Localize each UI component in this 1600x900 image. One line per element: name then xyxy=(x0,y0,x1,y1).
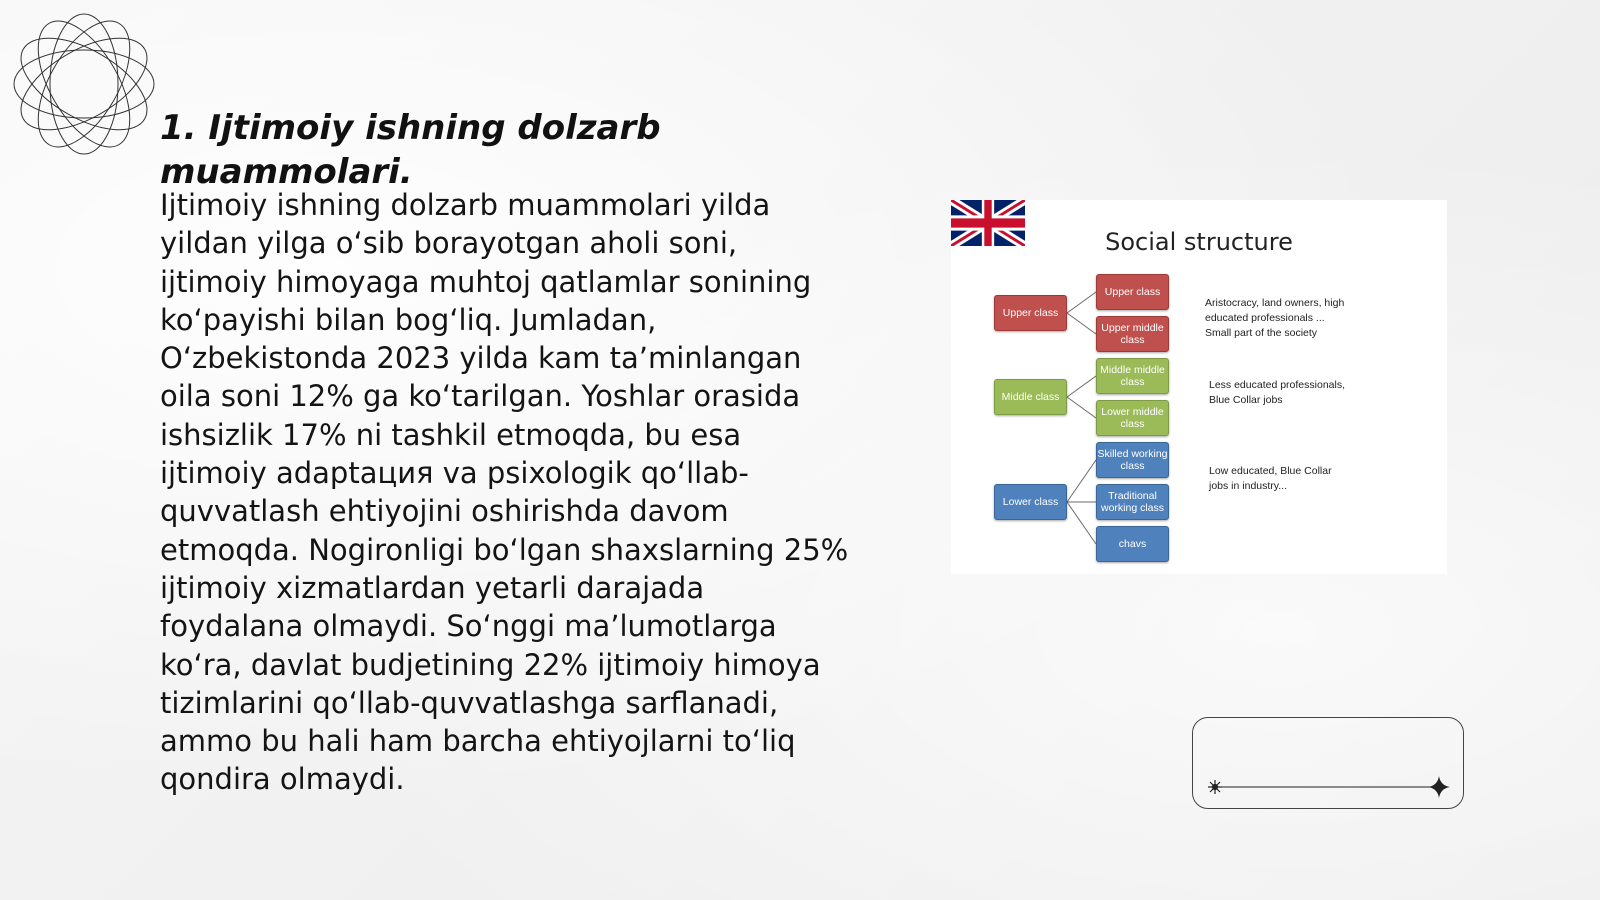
starburst-icon xyxy=(1208,780,1222,794)
middle-class-description: Less educated professionals, Blue Collar jobs xyxy=(1209,379,1346,406)
union-jack-flag-icon xyxy=(951,200,1025,246)
interlocking-circles-ornament-icon xyxy=(10,10,158,158)
node-skilled-working-class: Skilled working class xyxy=(1096,442,1169,478)
upper-class-description: Aristocracy, land owners, high educated professionals ... Small part of the society xyxy=(1205,297,1345,339)
node-lower-class-group: Lower class xyxy=(994,484,1067,520)
connector-line xyxy=(1067,292,1096,313)
node-upper-class-group: Upper class xyxy=(994,295,1067,331)
social-structure-diagram xyxy=(951,200,1447,574)
node-lower-middle-class: Lower middle class xyxy=(1096,400,1169,436)
sparkle-icon xyxy=(1428,776,1450,798)
connector-line xyxy=(1067,502,1096,544)
decorative-rounded-box xyxy=(1192,717,1464,809)
node-chavs: chavs xyxy=(1096,526,1169,562)
connector-line xyxy=(1067,460,1096,502)
node-traditional-working-class: Traditional working class xyxy=(1096,484,1169,520)
node-upper-middle-class: Upper middle class xyxy=(1096,316,1169,352)
node-middle-middle-class: Middle middle class xyxy=(1096,358,1169,394)
diagram-title: Social structure xyxy=(1105,228,1293,256)
node-middle-class-group: Middle class xyxy=(994,379,1067,415)
lower-class-description: Low educated, Blue Collar jobs in industry... xyxy=(1209,465,1332,492)
decorative-line xyxy=(1193,718,1463,808)
slide-body-text: Ijtimoiy ishning dolzarb muammolari yilda yildan yilga o‘sib borayotgan aholi soni, ijtimoiy himoyaga muhtoj qatlamlar sonining ko‘payishi bilan bog‘liq. Jumladan, O‘zbekistonda 2023 yilda kam ta’minlangan oila soni 12% ga ko‘tarilgan. Yoshlar orasida ishsizlik 17% ni tashkil etmoqda, bu esa ijtimoiy adaptaция va psixologik qo‘llab-quvvatlash ehtiyojini oshirishda davom etmoqda. Nogironligi bo‘lgan shaxslarning 25% ijtimoiy xizmatlardan yetarli darajada foydalana olmaydi. So‘nggi ma’lumotlarga ko‘ra, davlat budjetining 22% ijtimoiy himoya tizimlarini qo‘llab-quvvatlashga sarflanadi, ammo bu hali ham barcha ehtiyojlarni to‘liq qondira olmaydi. xyxy=(160,188,849,797)
connector-line xyxy=(1067,397,1096,418)
slide-title: 1. Ijtimoiy ishning dolzarb muammolari. xyxy=(160,108,661,192)
connector-line xyxy=(1067,313,1096,334)
node-upper-class: Upper class xyxy=(1096,274,1169,310)
connector-line xyxy=(1067,376,1096,397)
